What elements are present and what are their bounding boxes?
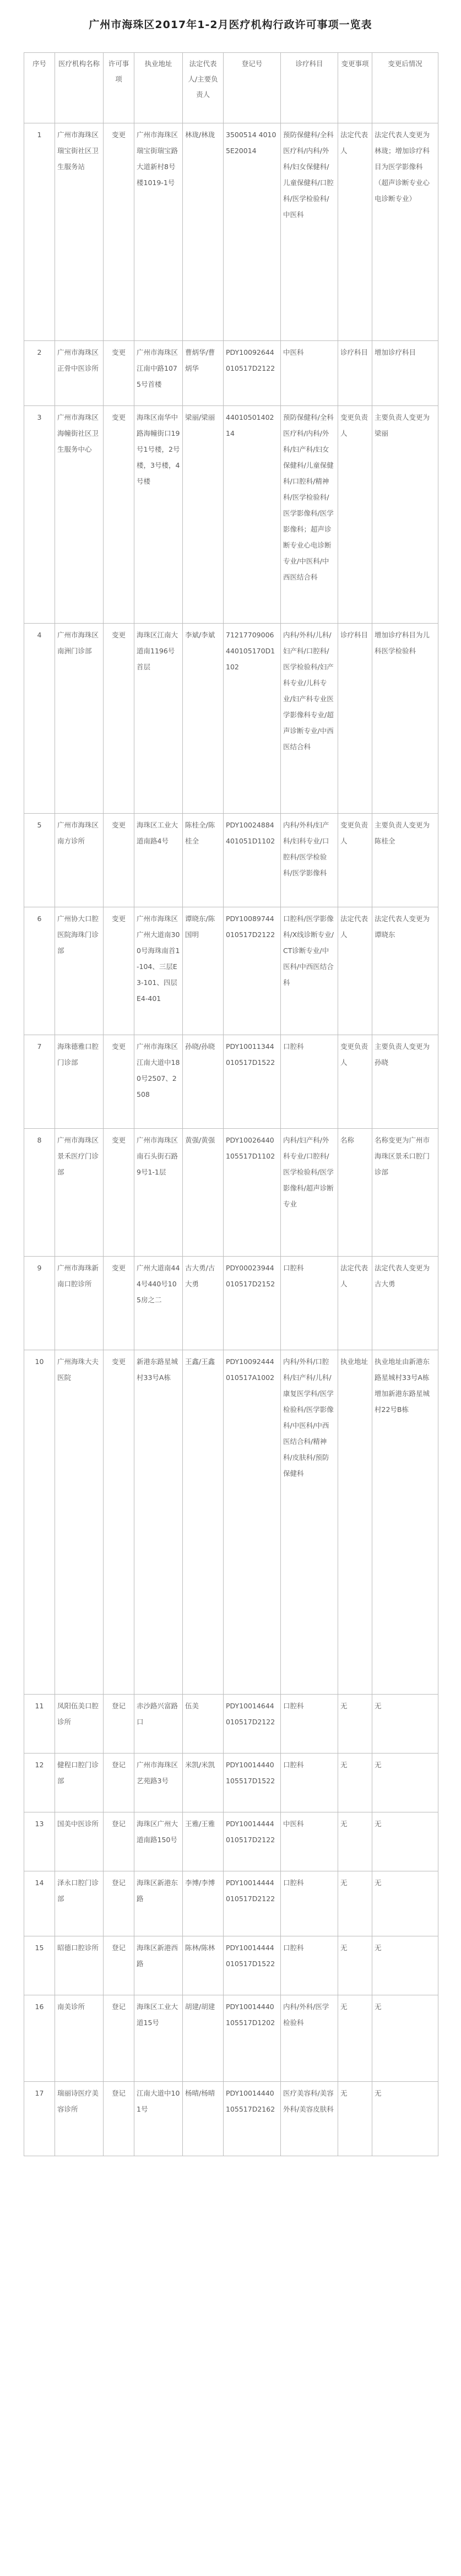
cell-subjects: 内科/外科/医学检验科 <box>281 1995 338 2082</box>
header-address: 执业地址 <box>134 53 183 123</box>
cell-subjects: 内科/外科/妇产科/妇科专业/口腔科/医学检验科/医学影像科 <box>281 814 338 907</box>
header-reg: 登记号 <box>224 53 281 123</box>
cell-name: 广州市海珠区瑞宝街社区卫生服务站 <box>55 123 104 341</box>
cell-subjects: 预防保健科/全科医疗科/内科/外科/妇女保健科/儿童保健科/口腔科/医学检验科/中医科 <box>281 123 338 341</box>
cell-subjects: 内科/外科/口腔科/妇产科/儿科/康复医学科/医学检验科/医学影像科/中医科/中西医结合科/精神科/皮肤科/预防保健科 <box>281 1350 338 1695</box>
table-row <box>24 907 438 1035</box>
cell-person: 胡建/胡建 <box>183 1995 224 2082</box>
cell-no: 5 <box>24 814 55 907</box>
cell-reg: PDY00023944010517D2152 <box>224 1257 281 1350</box>
cell-reg: PDY10011344010517D1522 <box>224 1035 281 1129</box>
cell-item: 登记 <box>104 1936 134 1995</box>
cell-reg: PDY10014444010517D2122 <box>224 1812 281 1871</box>
cell-item: 变更 <box>104 1257 134 1350</box>
cell-change: 诊疗科目 <box>338 624 372 814</box>
table-header-row <box>24 53 438 123</box>
table-row <box>24 1871 438 1936</box>
page-title: 广州市海珠区2017年1-2月医疗机构行政许可事项一览表 <box>89 19 372 31</box>
header-item: 许可事项 <box>104 53 134 123</box>
table-row <box>24 1995 438 2082</box>
cell-reg: PDY10092444010517A1002 <box>224 1350 281 1695</box>
table-row <box>24 1350 438 1695</box>
cell-no: 2 <box>24 341 55 406</box>
cell-item: 变更 <box>104 907 134 1035</box>
cell-change: 法定代表人 <box>338 907 372 1035</box>
table-body <box>24 53 438 2156</box>
cell-address: 海珠区广州大道南路150号 <box>134 1812 183 1871</box>
header-person: 法定代表人/主要负责人 <box>183 53 224 123</box>
cell-address: 广州市海珠区南石头街石路9号1-1层 <box>134 1129 183 1257</box>
table-row <box>24 814 438 907</box>
cell-after: 法定代表人变更为古大勇 <box>372 1257 438 1350</box>
cell-reg: 3500514 40105E20014 <box>224 123 281 341</box>
cell-name: 广州市海珠区景禾医疗门诊部 <box>55 1129 104 1257</box>
cell-item: 变更 <box>104 406 134 624</box>
cell-no: 3 <box>24 406 55 624</box>
cell-change: 诊疗科目 <box>338 341 372 406</box>
cell-person: 王鑫/王鑫 <box>183 1350 224 1695</box>
cell-person: 伍美 <box>183 1695 224 1754</box>
cell-after: 无 <box>372 1936 438 1995</box>
cell-item: 变更 <box>104 341 134 406</box>
cell-change: 无 <box>338 1936 372 1995</box>
cell-subjects: 口腔科 <box>281 1695 338 1754</box>
cell-no: 10 <box>24 1350 55 1695</box>
cell-change: 执业地址 <box>338 1350 372 1695</box>
cell-change: 变更负责人 <box>338 406 372 624</box>
cell-after: 主要负责人变更为孙晓 <box>372 1035 438 1129</box>
cell-no: 9 <box>24 1257 55 1350</box>
cell-subjects: 内科/外科/儿科/妇产科/口腔科/医学检验科/妇产科专业/儿科专业/妇产科专业医学影像科专业/超声诊断专业/中西医结合科 <box>281 624 338 814</box>
cell-item: 变更 <box>104 624 134 814</box>
cell-reg: PDY10014444010517D2122 <box>224 1871 281 1936</box>
cell-subjects: 口腔科 <box>281 1936 338 1995</box>
cell-no: 11 <box>24 1695 55 1754</box>
table-row <box>24 123 438 341</box>
cell-subjects: 口腔科 <box>281 1035 338 1129</box>
cell-after: 执业地址由新港东路星城村33号A栋增加新港东路星城村22号B栋 <box>372 1350 438 1695</box>
cell-person: 陈桂全/陈桂全 <box>183 814 224 907</box>
cell-name: 泽永口腔门诊部 <box>55 1871 104 1936</box>
cell-address: 海珠区工业大道15号 <box>134 1995 183 2082</box>
cell-change: 变更负责人 <box>338 1035 372 1129</box>
cell-name: 广州市海珠区南方诊所 <box>55 814 104 907</box>
cell-item: 变更 <box>104 814 134 907</box>
cell-name: 昭德口腔诊所 <box>55 1936 104 1995</box>
cell-item: 变更 <box>104 1129 134 1257</box>
cell-after: 无 <box>372 1871 438 1936</box>
cell-address: 江南大道中101号 <box>134 2082 183 2156</box>
cell-after: 法定代表人变更为谭晓东 <box>372 907 438 1035</box>
header-after: 变更后情况 <box>372 53 438 123</box>
cell-name: 凤阳伍美口腔诊所 <box>55 1695 104 1754</box>
cell-change: 无 <box>338 1812 372 1871</box>
cell-address: 海珠区工业大道南路4号 <box>134 814 183 907</box>
cell-reg: PDY10014440105517D2162 <box>224 2082 281 2156</box>
cell-reg: 4401050140214 <box>224 406 281 624</box>
cell-after: 名称变更为广州市海珠区景禾口腔门诊部 <box>372 1129 438 1257</box>
cell-change: 无 <box>338 1871 372 1936</box>
table-row <box>24 2082 438 2156</box>
cell-address: 广州市海珠区江南大道中180号2507、2508 <box>134 1035 183 1129</box>
cell-after: 增加诊疗科目 <box>372 341 438 406</box>
cell-subjects: 中医科 <box>281 1812 338 1871</box>
cell-person: 李斌/李斌 <box>183 624 224 814</box>
cell-person: 梁丽/梁丽 <box>183 406 224 624</box>
cell-address: 海珠区南华中路海幢街口19号1号楼，2号楼，3号楼，4号楼 <box>134 406 183 624</box>
table-row <box>24 1035 438 1129</box>
cell-after: 无 <box>372 1812 438 1871</box>
cell-item: 登记 <box>104 2082 134 2156</box>
cell-after: 无 <box>372 1995 438 2082</box>
table-row <box>24 1695 438 1754</box>
cell-after: 法定代表人变更为林珑；增加诊疗科目为医学影像科（超声诊断专业心电诊断专业） <box>372 123 438 341</box>
table-row <box>24 624 438 814</box>
cell-address: 赤沙路兴富路口 <box>134 1695 183 1754</box>
cell-address: 海珠区江南大道南1196号首层 <box>134 624 183 814</box>
cell-name: 国美中医诊所 <box>55 1812 104 1871</box>
header-change: 变更事项 <box>338 53 372 123</box>
cell-person: 李博/李博 <box>183 1871 224 1936</box>
cell-name: 海珠德雅口腔门诊部 <box>55 1035 104 1129</box>
cell-person: 谭晓东/陈国明 <box>183 907 224 1035</box>
cell-no: 1 <box>24 123 55 341</box>
cell-no: 17 <box>24 2082 55 2156</box>
cell-name: 瑞丽诗医疗美容诊所 <box>55 2082 104 2156</box>
cell-subjects: 预防保健科/全科医疗科/内科/外科/妇产科/妇女保健科/儿童保健科/口腔科/精神科/医学检验科/医学影像科/医学影像科；超声诊断专业心电诊断专业/中医科/中西医结合科 <box>281 406 338 624</box>
cell-after: 无 <box>372 1695 438 1754</box>
cell-no: 15 <box>24 1936 55 1995</box>
cell-after: 无 <box>372 1754 438 1812</box>
cell-subjects: 口腔科/医学影像科/X线诊断专业/CT诊断专业/中医科/中西医结合科 <box>281 907 338 1035</box>
cell-name: 广州市海珠新南口腔诊所 <box>55 1257 104 1350</box>
cell-address: 广州大道南444号440号105房之二 <box>134 1257 183 1350</box>
cell-reg: PDY10089744010517D2122 <box>224 907 281 1035</box>
table-row <box>24 1812 438 1871</box>
table-row <box>24 1936 438 1995</box>
cell-item: 变更 <box>104 123 134 341</box>
license-table <box>24 52 438 2156</box>
cell-subjects: 口腔科 <box>281 1754 338 1812</box>
cell-after: 主要负责人变更为梁丽 <box>372 406 438 624</box>
cell-subjects: 中医科 <box>281 341 338 406</box>
cell-no: 13 <box>24 1812 55 1871</box>
cell-person: 曹炳华/曹炳华 <box>183 341 224 406</box>
cell-change: 法定代表人 <box>338 1257 372 1350</box>
cell-no: 14 <box>24 1871 55 1936</box>
cell-item: 登记 <box>104 1995 134 2082</box>
cell-name: 广州海珠大夫医院 <box>55 1350 104 1695</box>
cell-name: 广州协大口腔医院海珠门诊部 <box>55 907 104 1035</box>
cell-name: 广州市海珠区正骨中医诊所 <box>55 341 104 406</box>
cell-person: 古大勇/古大勇 <box>183 1257 224 1350</box>
cell-name: 广州市海珠区海幢街社区卫生服务中心 <box>55 406 104 624</box>
cell-subjects: 口腔科 <box>281 1871 338 1936</box>
cell-address: 广州市海珠区江南中路1075号首楼 <box>134 341 183 406</box>
cell-item: 登记 <box>104 1754 134 1812</box>
cell-change: 变更负责人 <box>338 814 372 907</box>
cell-address: 广州市海珠区广州大道南300号海珠南首1-104、三层E3-101、四层E4-401 <box>134 907 183 1035</box>
cell-reg: PDY10092644010517D2122 <box>224 341 281 406</box>
cell-person: 孙晓/孙晓 <box>183 1035 224 1129</box>
cell-subjects: 医疗美容科/美容外科/美容皮肤科 <box>281 2082 338 2156</box>
cell-reg: 71217709006440105170D1102 <box>224 624 281 814</box>
cell-change: 无 <box>338 1995 372 2082</box>
cell-change: 名称 <box>338 1129 372 1257</box>
cell-person: 杨晴/杨晴 <box>183 2082 224 2156</box>
table-row <box>24 1754 438 1812</box>
cell-name: 南美诊所 <box>55 1995 104 2082</box>
cell-no: 8 <box>24 1129 55 1257</box>
cell-change: 无 <box>338 1754 372 1812</box>
cell-person: 林珑/林珑 <box>183 123 224 341</box>
table-row <box>24 341 438 406</box>
cell-item: 登记 <box>104 1871 134 1936</box>
cell-subjects: 口腔科 <box>281 1257 338 1350</box>
cell-reg: PDY10014444010517D1522 <box>224 1936 281 1995</box>
cell-change: 无 <box>338 1695 372 1754</box>
cell-subjects: 内科/妇产科/外科专业/口腔科/医学检验科/医学影像科/超声诊断专业 <box>281 1129 338 1257</box>
cell-address: 海珠区新港东路 <box>134 1871 183 1936</box>
cell-reg: PDY10026440105517D1102 <box>224 1129 281 1257</box>
cell-reg: PDY10024884401051D1102 <box>224 814 281 907</box>
cell-item: 变更 <box>104 1350 134 1695</box>
cell-item: 登记 <box>104 1695 134 1754</box>
cell-change: 法定代表人 <box>338 123 372 341</box>
cell-reg: PDY10014440105517D1202 <box>224 1995 281 2082</box>
cell-address: 广州市海珠区瑞宝街瑞宝路大道新村8号楼1019-1号 <box>134 123 183 341</box>
cell-name: 健程口腔门诊部 <box>55 1754 104 1812</box>
header-name: 医疗机构名称 <box>55 53 104 123</box>
cell-person: 陈林/陈林 <box>183 1936 224 1995</box>
cell-no: 6 <box>24 907 55 1035</box>
cell-no: 7 <box>24 1035 55 1129</box>
header-subjects: 诊疗科目 <box>281 53 338 123</box>
cell-no: 4 <box>24 624 55 814</box>
cell-address: 广州市海珠区艺苑路3号 <box>134 1754 183 1812</box>
table-row <box>24 406 438 624</box>
header-no: 序号 <box>24 53 55 123</box>
cell-person: 王雅/王雅 <box>183 1812 224 1871</box>
table-row <box>24 1257 438 1350</box>
cell-change: 无 <box>338 2082 372 2156</box>
cell-no: 16 <box>24 1995 55 2082</box>
cell-reg: PDY10014440105517D1522 <box>224 1754 281 1812</box>
table-row <box>24 1129 438 1257</box>
cell-name: 广州市海珠区南洲门诊部 <box>55 624 104 814</box>
cell-address: 新港东路星城村33号A栋 <box>134 1350 183 1695</box>
cell-after: 增加诊疗科目为儿科医学检验科 <box>372 624 438 814</box>
cell-after: 主要负责人变更为陈桂全 <box>372 814 438 907</box>
cell-item: 登记 <box>104 1812 134 1871</box>
cell-person: 黄强/黄强 <box>183 1129 224 1257</box>
cell-address: 海珠区新港西路 <box>134 1936 183 1995</box>
cell-after: 无 <box>372 2082 438 2156</box>
cell-reg: PDY10014644010517D2122 <box>224 1695 281 1754</box>
cell-item: 变更 <box>104 1035 134 1129</box>
cell-no: 12 <box>24 1754 55 1812</box>
cell-person: 米凯/米凯 <box>183 1754 224 1812</box>
